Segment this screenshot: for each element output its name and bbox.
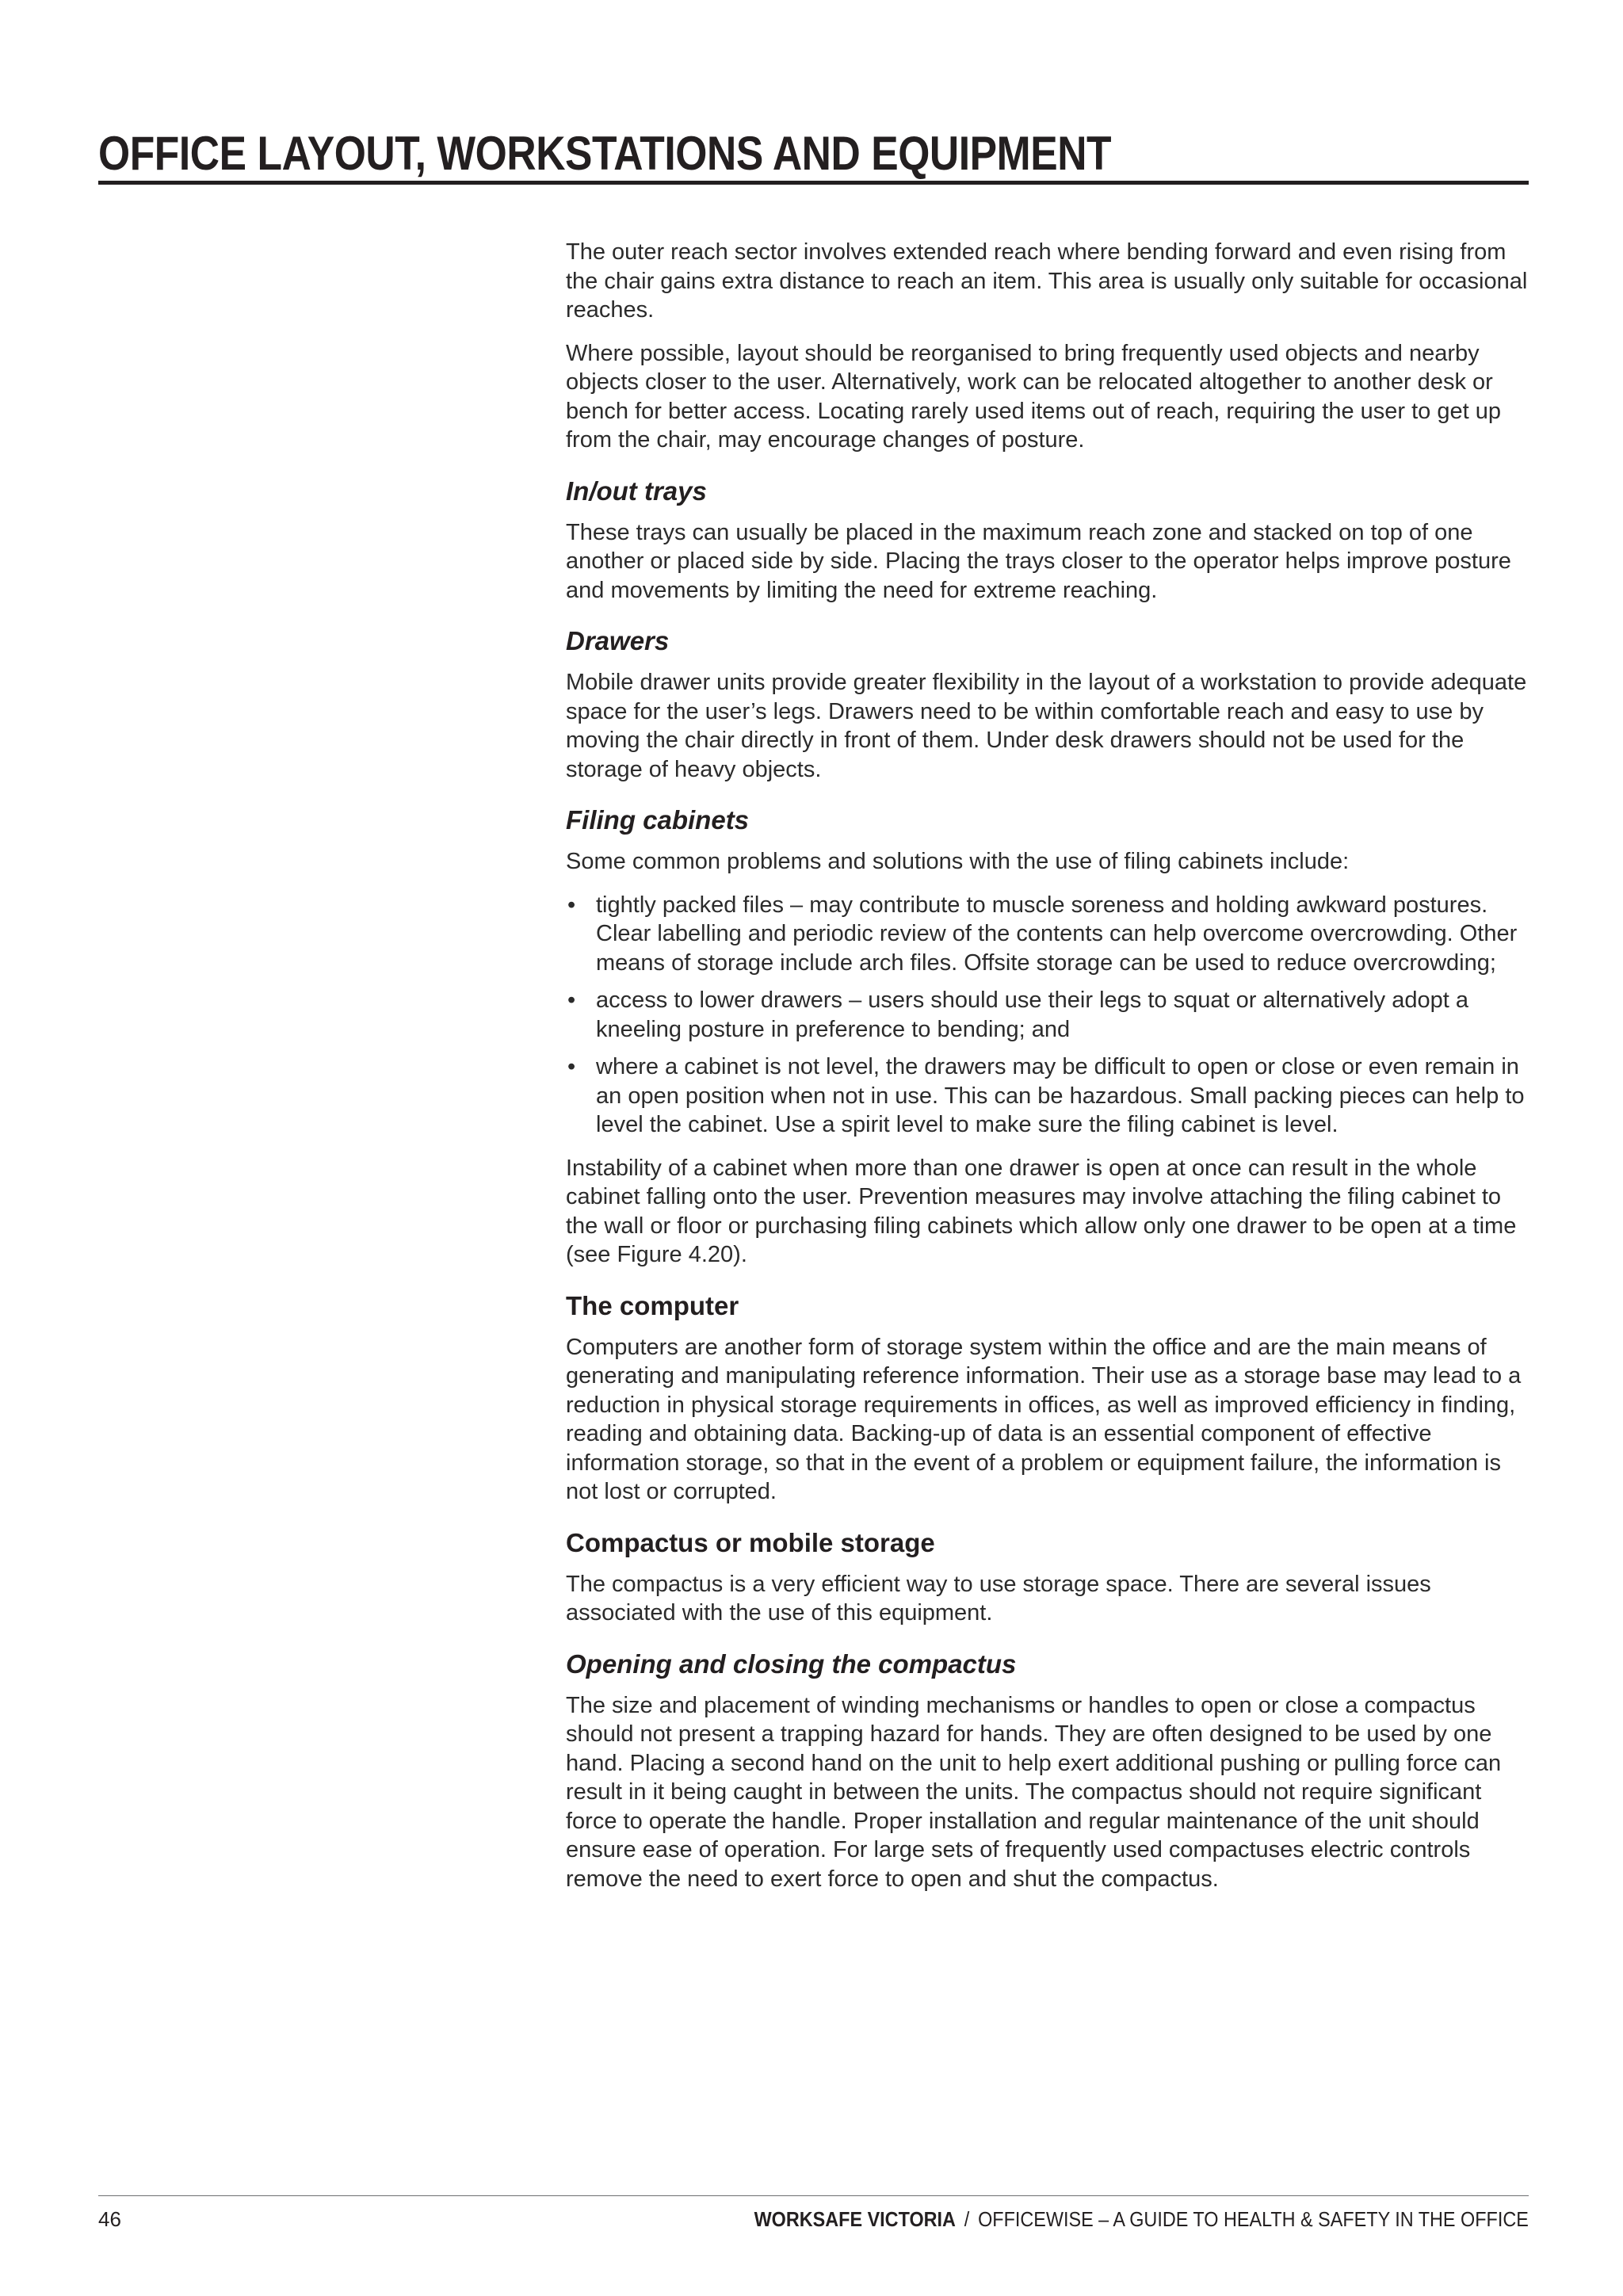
- filing-cabinet-list: [566, 891, 1529, 1140]
- footer-org-name: WORKSAFE VICTORIA: [754, 2207, 957, 2231]
- page-header: [98, 109, 1529, 185]
- paragraph-outer-reach: The outer reach sector involves extended reach where bending forward and even rising from the chair gains extra distance to reach an item. This area is usually only suitable for occasional reaches.: [566, 239, 1528, 323]
- heading-opening-closing-compactus: Opening and closing the compactus: [566, 1648, 1017, 1679]
- list-item-text: where a cabinet is not level, the drawers may be difficult to open or close or even remain in an open position when not in use. This can be hazardous. Small packing pieces can help to level the cabinet. Use a spirit level to make sure the filing cabinet is level.: [596, 1054, 1525, 1137]
- paragraph-cabinet-instability: Instability of a cabinet when more than one drawer is open at once can result in the whole cabinet falling onto the user. Prevention measures may involve attaching the filing cabinet to the wall or floor or purchasing filing cabinets which allow only one drawer to be open at a time (see Figure 4.20).: [566, 1155, 1517, 1267]
- bullet-icon: •: [567, 892, 576, 918]
- heading-compactus: Compactus or mobile storage: [566, 1527, 935, 1557]
- paragraph-the-computer: Computers are another form of storage system within the office and are the main means of generating and manipulating reference information. Their use as a storage base may lead to a reduction in physical storage requirements in offices, as well as improved efficiency in finding, reading and obtaining data. Backing-up of data is an essential component of effective information storage, so that in the event of a problem or equipment failure, the information is not lost or corrupted.: [566, 1334, 1522, 1504]
- paragraph-opening-closing-compactus: The size and placement of winding mechanisms or handles to open or close a compactus should not present a trapping hazard for hands. They are often designed to be used by one hand. Placing a second hand on the unit to help exert additional pushing or pulling force can result in it being caught in between the units. The compactus should not require significant force to operate the handle. Proper installation and regular maintenance of the unit should ensure ease of operation. For large sets of frequently used compactuses electric controls remove the need to exert force to open and shut the compactus.: [566, 1692, 1502, 1892]
- paragraph-drawers: Mobile drawer units provide greater flexibility in the layout of a workstation to provide adequate space for the user’s legs. Drawers need to be within comfortable reach and easy to use by moving the chair directly in front of them. Under desk drawers should not be used for the storage of heavy objects.: [566, 670, 1527, 782]
- paragraph-filing-intro: Some common problems and solutions with the use of filing cabinets include:: [566, 849, 1350, 874]
- list-item-text: access to lower drawers – users should use their legs to squat or alternatively adopt a kneeling posture in preference to bending; and: [596, 988, 1468, 1042]
- heading-filing-cabinets: Filing cabinets: [566, 805, 750, 835]
- heading-drawers: Drawers: [566, 626, 670, 655]
- page-footer: [98, 2195, 1529, 2236]
- list-item-text: tightly packed files – may contribute to muscle soreness and holding awkward postures. Clear labelling and periodic review of the contents can help overcome overcrowding. Other means of storage include arch files. Offsite storage can be used to reduce overcrowding;: [596, 892, 1518, 976]
- heading-in-out-trays: In/out trays: [566, 476, 707, 506]
- heading-the-computer: The computer: [566, 1290, 739, 1320]
- bullet-icon: •: [567, 1054, 576, 1079]
- paragraph-compactus: The compactus is a very efficient way to use storage space. There are several issues associated with the use of this equipment.: [566, 1571, 1431, 1626]
- main-content: [566, 238, 1529, 1908]
- page-title: OFFICE LAYOUT, WORKSTATIONS AND EQUIPMENT: [98, 127, 1112, 180]
- bullet-icon: •: [567, 988, 576, 1013]
- footer-publication-title: OFFICEWISE – A GUIDE TO HEALTH & SAFETY IN THE OFFICE: [978, 2207, 1529, 2231]
- list-item: [566, 986, 1529, 1044]
- page-number: 46: [98, 2207, 121, 2231]
- footer-publication-line: [754, 2207, 1529, 2232]
- footer-separator: /: [964, 2207, 970, 2231]
- paragraph-in-out-trays: These trays can usually be placed in the maximum reach zone and stacked on top of one another or placed side by side. Placing the trays closer to the operator helps improve posture and movements by limiting the need for extreme reaching.: [566, 519, 1511, 603]
- list-item: [566, 1052, 1529, 1140]
- paragraph-layout-reorganise: Where possible, layout should be reorganised to bring frequently used objects and nearby objects closer to the user. Alternatively, work can be relocated altogether to another desk or bench for better access. Locating rarely used items out of reach, requiring the user to get up from the chair, may encourage changes of posture.: [566, 340, 1501, 453]
- list-item: [566, 891, 1529, 978]
